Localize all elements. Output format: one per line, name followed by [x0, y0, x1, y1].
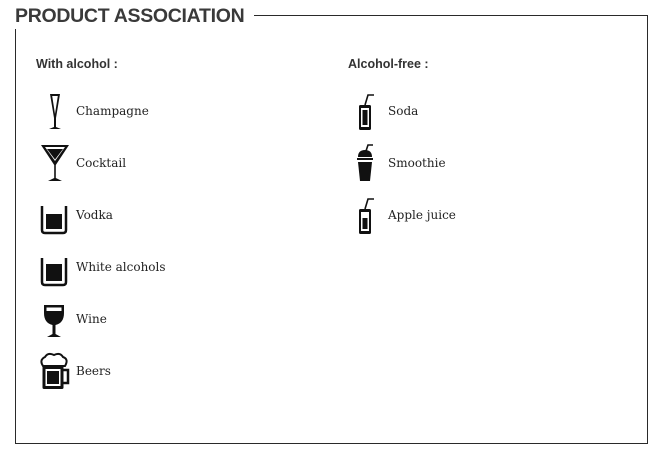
item-label: White alcohols	[76, 260, 166, 274]
champagne-flute-icon	[40, 92, 70, 132]
item-label: Smoothie	[388, 156, 446, 170]
with-alcohol-title: With alcohol :	[36, 57, 118, 71]
shot-glass-icon	[40, 248, 70, 288]
item-label: Vodka	[76, 208, 113, 222]
item-label: Beers	[76, 364, 111, 378]
juice-cup-icon	[352, 196, 382, 236]
product-association-panel	[15, 15, 648, 444]
alcohol-free-title: Alcohol-free :	[348, 57, 429, 71]
smoothie-cup-icon	[352, 144, 382, 184]
item-label: Apple juice	[388, 208, 456, 222]
item-label: Champagne	[76, 104, 149, 118]
cocktail-glass-icon	[40, 144, 70, 184]
beer-mug-icon	[40, 352, 70, 392]
item-label: Soda	[388, 104, 419, 118]
shot-glass-icon	[40, 196, 70, 236]
soda-cup-icon	[352, 92, 382, 132]
wine-glass-icon	[40, 300, 70, 340]
section-heading: PRODUCT ASSOCIATION	[15, 3, 254, 29]
item-label: Wine	[76, 312, 107, 326]
item-label: Cocktail	[76, 156, 127, 170]
